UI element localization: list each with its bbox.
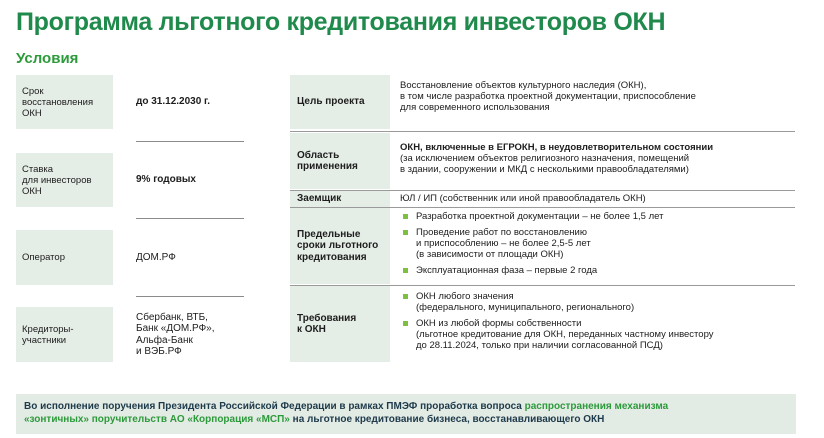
requirements-bullet-line: ОКН любого значения — [416, 291, 514, 302]
term-value — [136, 75, 210, 129]
requirements-bullet-line: (льготное кредитование для ОКН, переданных частному инвестору — [416, 329, 714, 340]
terms-header — [290, 208, 390, 284]
goal-line: в том числе разработка проектной документации, приспособление — [400, 91, 696, 102]
rate-value — [136, 153, 196, 207]
rate-value-text: 9% годовых — [136, 174, 196, 186]
area-header-line: применения — [297, 161, 358, 172]
creditors-value-line: Альфа-Банк — [136, 334, 193, 346]
divider — [136, 141, 244, 142]
area-bold-line: ОКН, включенные в ЕГРОКН, в неудовлетворительном состоянии — [400, 142, 714, 153]
requirements-header-line: к ОКН — [297, 324, 326, 335]
terms-bullet — [400, 265, 795, 276]
requirements-bullet — [400, 318, 795, 351]
terms-body — [400, 211, 795, 276]
requirements-bullet-line: ОКН из любой формы собственности — [416, 318, 582, 329]
creditors-value — [136, 307, 215, 362]
creditors-label-line: участники — [22, 334, 67, 346]
goal-body — [400, 80, 795, 113]
terms-bullet-line: Проведение работ по восстановлению — [416, 227, 587, 238]
square-bullet-icon — [403, 230, 408, 235]
term-value-text: до 31.12.2030 г. — [136, 96, 211, 108]
terms-bullet-line: Разработка проектной документации – не более 1,5 лет — [416, 211, 664, 222]
rate-label-line: ОКН — [22, 185, 42, 197]
term-label-line: ОКН — [22, 107, 42, 119]
creditors-value-line: и ВЭБ.РФ — [136, 346, 182, 357]
creditors-value-line: Сбербанк, ВТБ, — [136, 311, 208, 323]
rate-label-line: Ставка — [22, 163, 54, 175]
operator-label-cell — [16, 230, 113, 285]
goal-header — [290, 75, 390, 129]
term-label-line: восстановления — [22, 96, 94, 108]
rate-label-cell — [16, 153, 113, 207]
requirements-bullet-line: до 28.11.2024, только при наличии согласованной ПСД) — [416, 340, 663, 351]
footer-text: Во исполнение поручения Президента Российской Федерации в рамках ПМЭФ проработка вопроса — [24, 401, 525, 412]
creditors-label-cell — [16, 307, 113, 362]
square-bullet-icon — [403, 268, 408, 273]
requirements-body — [400, 291, 795, 351]
terms-header-line: кредитования — [297, 251, 367, 263]
footer-note — [16, 394, 796, 434]
square-bullet-icon — [403, 321, 408, 326]
area-line: (за исключением объектов религиозного назначения, помещений — [400, 153, 690, 164]
square-bullet-icon — [403, 214, 408, 219]
requirements-header — [290, 286, 390, 362]
rate-label-line: для инвесторов — [22, 174, 92, 186]
creditors-label-line: Кредиторы- — [22, 323, 74, 335]
borrower-text: ЮЛ / ИП (собственник или иной правообладатель ОКН) — [400, 193, 646, 204]
goal-line: Восстановление объектов культурного наследия (ОКН), — [400, 80, 647, 91]
operator-label-line: Оператор — [22, 252, 65, 263]
terms-bullet — [400, 211, 795, 222]
borrower-body — [400, 193, 795, 204]
borrower-header-text: Заемщик — [297, 193, 342, 205]
square-bullet-icon — [403, 294, 408, 299]
borrower-header — [290, 191, 390, 207]
requirements-bullet-line: (федерального, муниципального, регионального) — [416, 302, 635, 313]
terms-bullet-line: Эксплуатационная фаза – первые 2 года — [416, 265, 598, 276]
terms-header-line: Предельные — [297, 228, 361, 240]
goal-line: для современного использования — [400, 102, 550, 113]
page-title: Программа льготного кредитования инвесторов ОКН — [16, 8, 666, 36]
terms-header-line: сроки льготного — [297, 240, 379, 252]
area-header — [290, 133, 390, 189]
divider — [290, 131, 795, 132]
terms-bullet-line: и приспособлению – не более 2,5-5 лет — [416, 238, 591, 249]
terms-bullet-line: (в зависимости от площади ОКН) — [416, 249, 564, 260]
section-subtitle: Условия — [16, 50, 79, 67]
footer-highlight: распространения механизма — [524, 401, 669, 412]
requirements-header-line: Требования — [297, 312, 357, 324]
area-line: в здании, сооружении и МКД с несколькими правообладателями) — [400, 164, 689, 175]
divider — [136, 218, 244, 219]
footer-highlight: «зонтичных» поручительств АО «Корпорация «МСП» — [24, 413, 290, 425]
term-label-cell — [16, 75, 113, 129]
operator-value — [136, 230, 176, 285]
creditors-value-line: Банк «ДОМ.РФ», — [136, 323, 215, 334]
requirements-bullet — [400, 291, 795, 313]
operator-value-text: ДОМ.РФ — [136, 251, 176, 263]
goal-header-text: Цель проекта — [297, 96, 365, 108]
terms-bullet — [400, 227, 795, 260]
divider — [136, 296, 244, 297]
footer-text: на льготное кредитование бизнеса, восстанавливающего ОКН — [289, 413, 605, 425]
area-header-line: Область — [297, 149, 340, 161]
term-label-line: Срок — [22, 85, 44, 97]
area-body — [400, 142, 795, 175]
